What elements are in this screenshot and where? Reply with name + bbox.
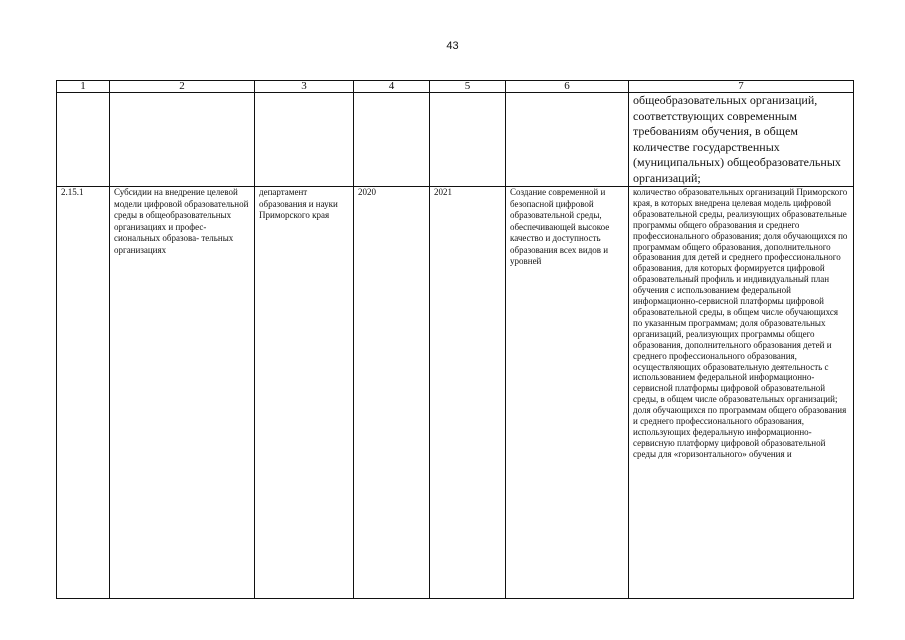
empty-cell	[354, 93, 430, 187]
empty-cell	[110, 93, 255, 187]
empty-cell	[57, 93, 110, 187]
column-header: 5	[430, 81, 506, 93]
column-header: 3	[255, 81, 354, 93]
column-header: 4	[354, 81, 430, 93]
empty-cell	[506, 93, 629, 187]
program-table	[56, 80, 854, 599]
row-executor: департамент образования и науки Приморского края	[255, 187, 354, 599]
column-header: 6	[506, 81, 629, 93]
page-number: 43	[446, 40, 459, 52]
empty-cell	[255, 93, 354, 187]
row-number: 2.15.1	[57, 187, 110, 599]
column-header: 7	[629, 81, 854, 93]
column-header: 2	[110, 81, 255, 93]
table-row-continuation	[57, 93, 854, 187]
column-header: 1	[57, 81, 110, 93]
table-header-row	[57, 81, 854, 93]
table-row	[57, 187, 854, 599]
row-start-year: 2020	[354, 187, 430, 599]
row-title: Субсидии на внедрение целевой модели цифровой образовательной среды в общеобразовательных организациях и профес- сиональных образова- тельных организациях	[110, 187, 255, 599]
empty-cell	[430, 93, 506, 187]
continuation-indicator-text: общеобразовательных организаций, соответствующих современным требованиям обучения, в общем количестве государственных (муниципальных) общеобразовательных организаций;	[629, 93, 854, 187]
row-result: Создание современной и безопасной цифровой образовательной среды, обеспечивающей высокое качество и доступность образования всех видов и уровней	[506, 187, 629, 599]
row-indicators: количество образовательных организаций Приморского края, в которых внедрена целевая модель цифровой образовательной среды, реализующих образовательные программы общего образования и среднего профессионального образования; доля обучающихся по программам общего образования, дополнительного образования для детей и среднего профессионального образования, для которых формируется цифровой образовательный профиль и индивидуальный план обучения с использованием федеральной информационно-сервисной платформы цифровой образовательной среды, в общем числе обучающихся по указанным программам; доля образовательных организаций, реализующих программы общего образования, дополнительного образования детей и среднего профессионального образования, осуществляющих образовательную деятельность с использованием федеральной информационно-сервисной платформы цифровой образовательной среды, в общем числе образовательных организаций; доля обучающихся по программам общего образования и среднего профессионального образования, использующих федеральную информационно-сервисную платформу цифровой образовательной среды для «горизонтального» обучения и	[629, 187, 854, 599]
row-end-year: 2021	[430, 187, 506, 599]
